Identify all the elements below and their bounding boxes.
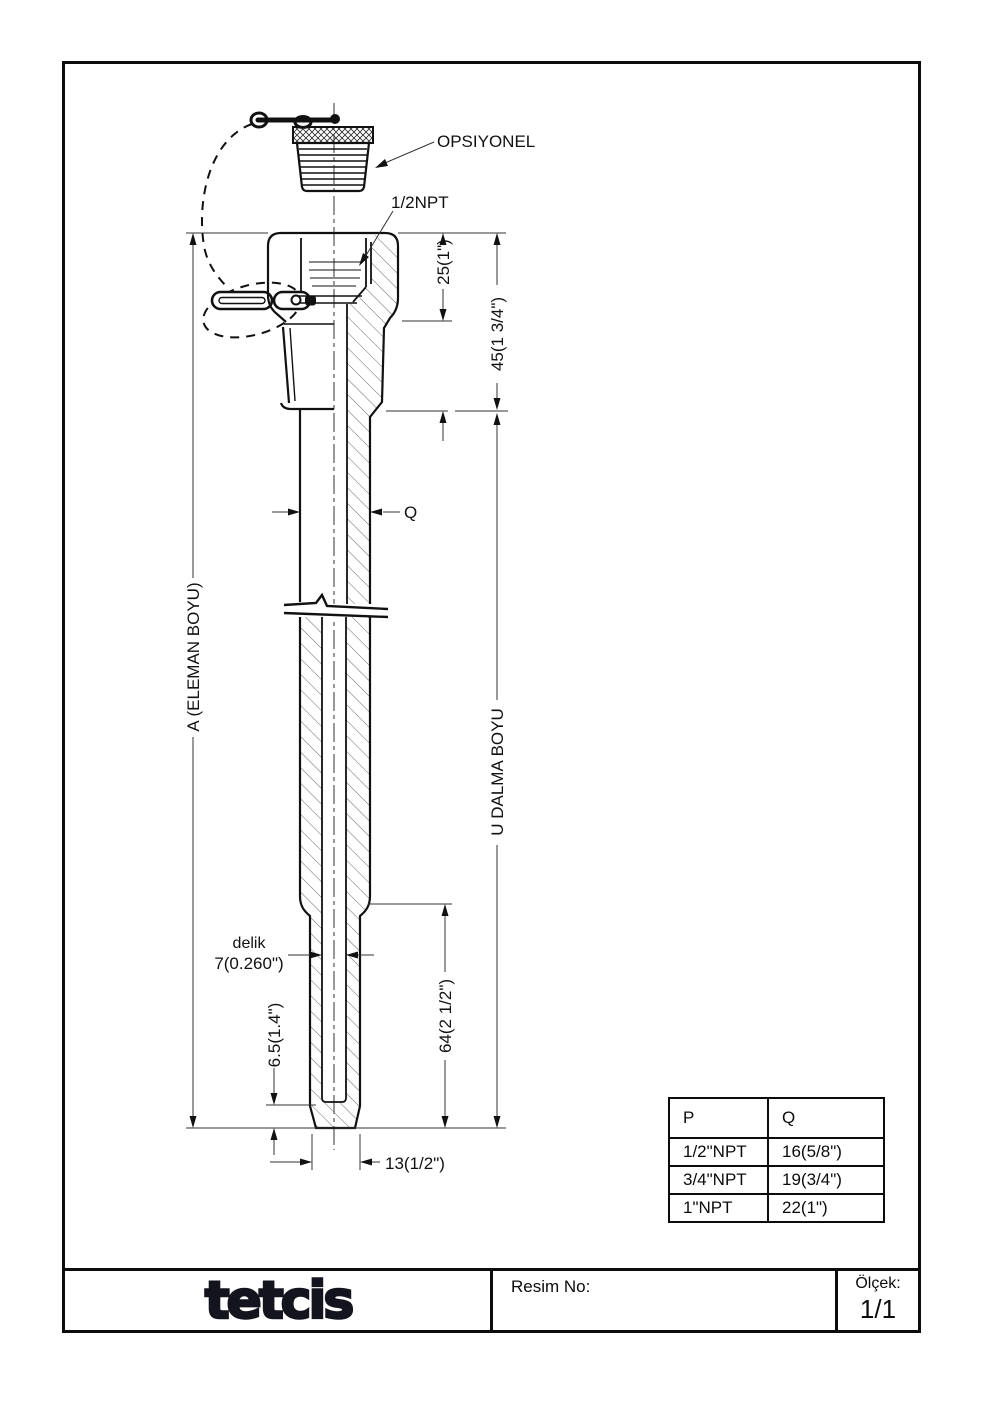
hex-height-dim: 25(1") — [434, 239, 453, 285]
title-block — [62, 1268, 921, 1333]
table-cell-p: 1"NPT — [669, 1194, 768, 1222]
element-length-dim: A (ELEMAN BOYU) — [184, 582, 203, 732]
table-cell-q: 16(5/8") — [768, 1138, 884, 1166]
npt-thread-outer — [283, 327, 289, 403]
opsiyonel-label: OPSIYONEL — [437, 132, 536, 151]
thread-runout-shoulder — [281, 403, 334, 409]
break-lines — [282, 595, 390, 620]
cap-thread-lines — [299, 149, 367, 185]
table-cell-p: 3/4"NPT — [669, 1166, 768, 1194]
thermowell-lower-section — [300, 617, 370, 1128]
tetcis-logo — [68, 1271, 488, 1331]
tip-length-dim: 64(2 1/2") — [436, 978, 455, 1054]
cap-knurled-band — [293, 127, 373, 143]
scale-cell — [835, 1271, 918, 1330]
tip-wall-dim: 6.5(1.4") — [265, 1002, 284, 1068]
table-row — [669, 1194, 884, 1222]
npt-arrow — [359, 253, 369, 266]
table-cell-q: 22(1") — [768, 1194, 884, 1222]
table-header-q: Q — [768, 1098, 884, 1138]
table-cell-p: 1/2"NPT — [669, 1138, 768, 1166]
female-thread-ticks — [309, 262, 361, 286]
npt-thread-inner — [290, 328, 295, 401]
table-header-p: P — [669, 1098, 768, 1138]
head-height-dim: 45(1 3/4") — [488, 296, 507, 372]
table-header-row — [669, 1098, 884, 1138]
thermowell-upper-section — [268, 233, 398, 604]
chain-dashed-arc — [202, 124, 252, 288]
bore-label: delik — [232, 935, 266, 952]
logo-cell — [65, 1271, 490, 1330]
q-width-label: Q — [404, 503, 418, 522]
pq-dimension-table — [668, 1097, 885, 1223]
opsiyonel-arrow — [375, 159, 388, 168]
chain-stud — [305, 296, 316, 306]
logo-text: tetcis — [204, 1270, 351, 1331]
scale-value: 1/1 — [859, 1294, 897, 1324]
chain-link-long — [212, 292, 272, 309]
scale-label: Ölçek: — [855, 1275, 901, 1292]
upper-hatch — [347, 235, 398, 604]
cap-pin-ball — [330, 114, 340, 124]
table-row — [669, 1138, 884, 1166]
tip-dia-dim: 13(1/2") — [385, 1154, 445, 1173]
table-cell-q: 19(3/4") — [768, 1166, 884, 1194]
npt-label: 1/2NPT — [391, 193, 449, 212]
drawing-number-label: Resim No: — [511, 1277, 591, 1296]
table-row — [669, 1166, 884, 1194]
bore-size-dim: 7(0.260") — [214, 954, 284, 973]
immersion-length-dim: U DALMA BOYU — [488, 708, 507, 836]
drawing-number-cell — [490, 1271, 835, 1330]
